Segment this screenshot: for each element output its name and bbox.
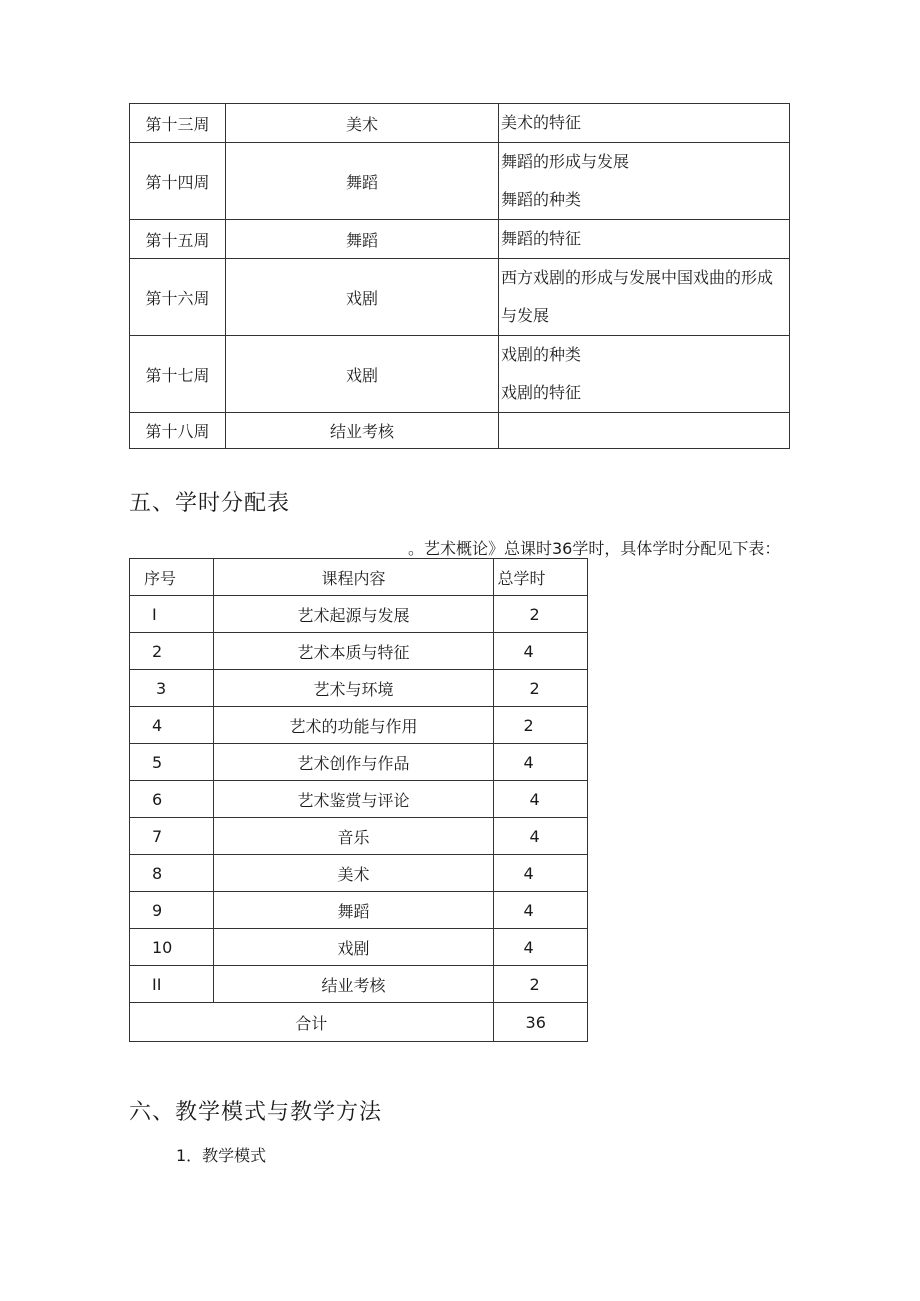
content-cell: 艺术创作与作品: [214, 744, 493, 781]
schedule-row: [130, 143, 790, 220]
schedule-table: [129, 103, 790, 449]
hours-total-row: [130, 1003, 588, 1042]
topic-cell: 戏剧: [226, 336, 499, 413]
header-seq: 序号: [130, 559, 214, 596]
seq-cell: 2: [130, 633, 214, 670]
section-5-heading: 五、学时分配表: [129, 491, 291, 516]
content-cell: 艺术本质与特征: [214, 633, 493, 670]
hours-row: [130, 633, 588, 670]
header-content: 课程内容: [214, 559, 493, 596]
content-cell: 戏剧: [214, 929, 493, 966]
content-line: 美术的特征: [501, 113, 582, 132]
header-hours: 总学时: [493, 559, 587, 596]
hours-row: [130, 929, 588, 966]
hours-row: [130, 707, 588, 744]
total-hours: 36: [493, 1003, 587, 1042]
seq-cell: 9: [130, 892, 214, 929]
hours-cell: 4: [493, 744, 587, 781]
hours-row: [130, 596, 588, 633]
section-6-heading: 六、教学模式与教学方法: [129, 1100, 383, 1125]
content-line: 戏剧的种类: [501, 345, 582, 364]
content-line: 舞蹈的形成与发展: [501, 152, 630, 171]
content-cell: [499, 104, 790, 143]
topic-cell: 舞蹈: [226, 220, 499, 259]
week-cell: 第十七周: [130, 336, 226, 413]
hours-row: [130, 744, 588, 781]
topic-cell: 戏剧: [226, 259, 499, 336]
hours-table: [129, 558, 588, 1042]
schedule-row: [130, 104, 790, 143]
hours-row: [130, 670, 588, 707]
content-cell: [499, 220, 790, 259]
seq-cell: II: [130, 966, 214, 1003]
subsection-1-heading: 1．教学模式: [176, 1146, 267, 1165]
content-cell: [499, 336, 790, 413]
hours-row: [130, 892, 588, 929]
schedule-row: [130, 220, 790, 259]
content-cell: 艺术鉴赏与评论: [214, 781, 493, 818]
topic-cell: 结业考核: [226, 413, 499, 449]
week-cell: 第十六周: [130, 259, 226, 336]
seq-cell: 10: [130, 929, 214, 966]
hours-row: [130, 818, 588, 855]
content-line: 与发展: [501, 306, 550, 325]
hours-cell: 2: [493, 596, 587, 633]
hours-header-row: [130, 559, 588, 596]
hours-cell: 2: [493, 707, 587, 744]
content-cell: [499, 259, 790, 336]
content-cell: 音乐: [214, 818, 493, 855]
week-cell: 第十三周: [130, 104, 226, 143]
content-cell: 舞蹈: [214, 892, 493, 929]
hours-row: [130, 966, 588, 1003]
seq-cell: 8: [130, 855, 214, 892]
content-cell: 美术: [214, 855, 493, 892]
seq-cell: I: [130, 596, 214, 633]
content-cell: [499, 143, 790, 220]
content-line: 舞蹈的特征: [501, 229, 582, 248]
content-cell: 艺术的功能与作用: [214, 707, 493, 744]
seq-cell: 7: [130, 818, 214, 855]
content-line: 西方戏剧的形成与发展中国戏曲的形成: [501, 268, 774, 287]
hours-cell: 4: [493, 633, 587, 670]
hours-row: [130, 781, 588, 818]
hours-cell: 2: [493, 670, 587, 707]
schedule-row: [130, 259, 790, 336]
hours-cell: 4: [493, 818, 587, 855]
total-label: 合计: [130, 1003, 494, 1042]
hours-cell: 4: [493, 781, 587, 818]
section-5-intro: 。艺术概论》总课时36学时，具体学时分配见下表：: [408, 539, 781, 558]
content-cell: 艺术与环境: [214, 670, 493, 707]
hours-cell: 4: [493, 929, 587, 966]
content-cell: [499, 413, 790, 449]
seq-cell: 4: [130, 707, 214, 744]
schedule-row: [130, 336, 790, 413]
topic-cell: 舞蹈: [226, 143, 499, 220]
hours-row: [130, 855, 588, 892]
hours-cell: 4: [493, 892, 587, 929]
hours-cell: 4: [493, 855, 587, 892]
week-cell: 第十五周: [130, 220, 226, 259]
seq-cell: 6: [130, 781, 214, 818]
content-cell: 结业考核: [214, 966, 493, 1003]
seq-cell: 3: [130, 670, 214, 707]
week-cell: 第十八周: [130, 413, 226, 449]
week-cell: 第十四周: [130, 143, 226, 220]
content-line: 舞蹈的种类: [501, 190, 582, 209]
content-cell: 艺术起源与发展: [214, 596, 493, 633]
seq-cell: 5: [130, 744, 214, 781]
schedule-row: [130, 413, 790, 449]
topic-cell: 美术: [226, 104, 499, 143]
hours-cell: 2: [493, 966, 587, 1003]
content-line: 戏剧的特征: [501, 383, 582, 402]
